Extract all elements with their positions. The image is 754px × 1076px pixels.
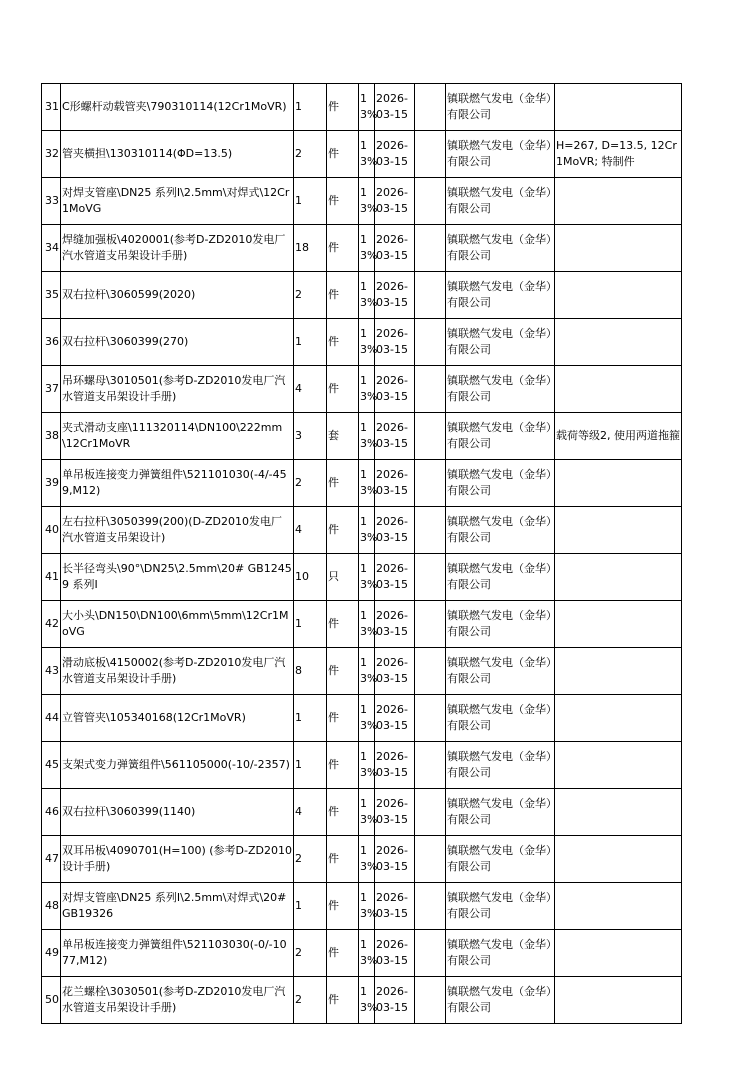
remark [555, 178, 682, 225]
table-row [42, 977, 682, 1024]
unit: 件 [327, 601, 359, 648]
table-row [42, 84, 682, 131]
company-name: 镇联燃气发电（金华）有限公司 [446, 413, 555, 460]
item-name: 长半径弯头\90°\DN25\2.5mm\20# GB12459 系列Ⅰ [61, 554, 294, 601]
company-name: 镇联燃气发电（金华）有限公司 [446, 883, 555, 930]
unit: 件 [327, 836, 359, 883]
company-name: 镇联燃气发电（金华）有限公司 [446, 601, 555, 648]
quantity: 1 [294, 883, 327, 930]
unit: 只 [327, 554, 359, 601]
delivery-date: 2026-03-15 [375, 601, 415, 648]
company-name: 镇联燃气发电（金华）有限公司 [446, 460, 555, 507]
item-name: 双右拉杆\3060399(1140) [61, 789, 294, 836]
tax-rate: 13% [359, 977, 375, 1024]
item-name: 大小头\DN150\DN100\6mm\5mm\12Cr1MoVG [61, 601, 294, 648]
table-row [42, 930, 682, 977]
empty-cell [415, 366, 446, 413]
remark [555, 977, 682, 1024]
delivery-date: 2026-03-15 [375, 366, 415, 413]
quantity: 1 [294, 178, 327, 225]
empty-cell [415, 742, 446, 789]
delivery-date: 2026-03-15 [375, 554, 415, 601]
row-number: 49 [42, 930, 61, 977]
company-name: 镇联燃气发电（金华）有限公司 [446, 272, 555, 319]
row-number: 48 [42, 883, 61, 930]
quantity: 1 [294, 695, 327, 742]
quantity: 1 [294, 601, 327, 648]
quantity: 8 [294, 648, 327, 695]
empty-cell [415, 601, 446, 648]
delivery-date: 2026-03-15 [375, 84, 415, 131]
row-number: 47 [42, 836, 61, 883]
item-name: C形螺杆动载管夹\790310114(12Cr1MoVR) [61, 84, 294, 131]
row-number: 40 [42, 507, 61, 554]
empty-cell [415, 930, 446, 977]
tax-rate: 13% [359, 507, 375, 554]
item-name: 花兰螺栓\3030501(参考D-ZD2010发电厂汽水管道支吊架设计手册) [61, 977, 294, 1024]
item-name: 单吊板连接变力弹簧组件\521101030(-4/-459,M12) [61, 460, 294, 507]
quantity: 4 [294, 789, 327, 836]
empty-cell [415, 648, 446, 695]
quantity: 2 [294, 460, 327, 507]
unit: 件 [327, 742, 359, 789]
row-number: 34 [42, 225, 61, 272]
item-name: 双耳吊板\4090701(H=100) (参考D-ZD2010设计手册) [61, 836, 294, 883]
delivery-date: 2026-03-15 [375, 225, 415, 272]
tax-rate: 13% [359, 930, 375, 977]
remark [555, 695, 682, 742]
item-name: 左右拉杆\3050399(200)(D-ZD2010发电厂汽水管道支吊架设计) [61, 507, 294, 554]
item-name: 双右拉杆\3060399(270) [61, 319, 294, 366]
unit: 件 [327, 225, 359, 272]
delivery-date: 2026-03-15 [375, 413, 415, 460]
tax-rate: 13% [359, 84, 375, 131]
quantity: 1 [294, 84, 327, 131]
tax-rate: 13% [359, 225, 375, 272]
tax-rate: 13% [359, 601, 375, 648]
row-number: 50 [42, 977, 61, 1024]
remark: 载荷等级2, 使用两道拖箍 [555, 413, 682, 460]
company-name: 镇联燃气发电（金华）有限公司 [446, 789, 555, 836]
delivery-date: 2026-03-15 [375, 930, 415, 977]
unit: 件 [327, 178, 359, 225]
unit: 件 [327, 272, 359, 319]
tax-rate: 13% [359, 554, 375, 601]
unit: 件 [327, 930, 359, 977]
tax-rate: 13% [359, 695, 375, 742]
item-name: 吊环螺母\3010501(参考D-ZD2010发电厂汽水管道支吊架设计手册) [61, 366, 294, 413]
quantity: 2 [294, 930, 327, 977]
empty-cell [415, 178, 446, 225]
row-number: 35 [42, 272, 61, 319]
unit: 件 [327, 883, 359, 930]
tax-rate: 13% [359, 883, 375, 930]
quantity: 2 [294, 977, 327, 1024]
empty-cell [415, 554, 446, 601]
quantity: 2 [294, 272, 327, 319]
item-name: 单吊板连接变力弹簧组件\521103030(-0/-1077,M12) [61, 930, 294, 977]
company-name: 镇联燃气发电（金华）有限公司 [446, 977, 555, 1024]
tax-rate: 13% [359, 648, 375, 695]
company-name: 镇联燃气发电（金华）有限公司 [446, 178, 555, 225]
empty-cell [415, 883, 446, 930]
company-name: 镇联燃气发电（金华）有限公司 [446, 225, 555, 272]
table-row [42, 413, 682, 460]
row-number: 41 [42, 554, 61, 601]
unit: 件 [327, 319, 359, 366]
unit: 件 [327, 366, 359, 413]
tax-rate: 13% [359, 131, 375, 178]
remark [555, 319, 682, 366]
item-name: 管夹横担\130310114(ΦD=13.5) [61, 131, 294, 178]
unit: 件 [327, 977, 359, 1024]
quantity: 3 [294, 413, 327, 460]
table-row [42, 601, 682, 648]
remark [555, 836, 682, 883]
table-row [42, 366, 682, 413]
empty-cell [415, 836, 446, 883]
company-name: 镇联燃气发电（金华）有限公司 [446, 742, 555, 789]
row-number: 33 [42, 178, 61, 225]
company-name: 镇联燃气发电（金华）有限公司 [446, 695, 555, 742]
remark [555, 930, 682, 977]
delivery-date: 2026-03-15 [375, 883, 415, 930]
table-row [42, 131, 682, 178]
company-name: 镇联燃气发电（金华）有限公司 [446, 507, 555, 554]
remark [555, 272, 682, 319]
item-name: 滑动底板\4150002(参考D-ZD2010发电厂汽水管道支吊架设计手册) [61, 648, 294, 695]
table-row [42, 507, 682, 554]
empty-cell [415, 695, 446, 742]
tax-rate: 13% [359, 413, 375, 460]
company-name: 镇联燃气发电（金华）有限公司 [446, 319, 555, 366]
table-row [42, 554, 682, 601]
tax-rate: 13% [359, 836, 375, 883]
row-number: 37 [42, 366, 61, 413]
empty-cell [415, 507, 446, 554]
empty-cell [415, 225, 446, 272]
tax-rate: 13% [359, 178, 375, 225]
item-name: 对焊支管座\DN25 系列Ⅰ\2.5mm\对焊式\12Cr1MoVG [61, 178, 294, 225]
company-name: 镇联燃气发电（金华）有限公司 [446, 84, 555, 131]
empty-cell [415, 84, 446, 131]
empty-cell [415, 131, 446, 178]
company-name: 镇联燃气发电（金华）有限公司 [446, 836, 555, 883]
delivery-date: 2026-03-15 [375, 272, 415, 319]
remark [555, 460, 682, 507]
row-number: 46 [42, 789, 61, 836]
row-number: 36 [42, 319, 61, 366]
row-number: 39 [42, 460, 61, 507]
remark [555, 742, 682, 789]
row-number: 43 [42, 648, 61, 695]
item-name: 对焊支管座\DN25 系列Ⅰ\2.5mm\对焊式\20# GB19326 [61, 883, 294, 930]
unit: 件 [327, 131, 359, 178]
table-row [42, 319, 682, 366]
table-row [42, 460, 682, 507]
company-name: 镇联燃气发电（金华）有限公司 [446, 554, 555, 601]
remark [555, 601, 682, 648]
table-row [42, 836, 682, 883]
company-name: 镇联燃气发电（金华）有限公司 [446, 366, 555, 413]
delivery-date: 2026-03-15 [375, 648, 415, 695]
remark: H=267, D=13.5, 12Cr1MoVR; 特制件 [555, 131, 682, 178]
remark [555, 84, 682, 131]
remark [555, 366, 682, 413]
delivery-date: 2026-03-15 [375, 695, 415, 742]
unit: 件 [327, 648, 359, 695]
delivery-date: 2026-03-15 [375, 742, 415, 789]
table-row [42, 883, 682, 930]
tax-rate: 13% [359, 319, 375, 366]
item-name: 双右拉杆\3060599(2020) [61, 272, 294, 319]
unit: 件 [327, 695, 359, 742]
unit: 件 [327, 507, 359, 554]
tax-rate: 13% [359, 742, 375, 789]
unit: 套 [327, 413, 359, 460]
quantity: 18 [294, 225, 327, 272]
table-row [42, 789, 682, 836]
quantity: 1 [294, 742, 327, 789]
item-name: 焊缝加强板\4020001(参考D-ZD2010发电厂汽水管道支吊架设计手册) [61, 225, 294, 272]
quantity: 1 [294, 319, 327, 366]
delivery-date: 2026-03-15 [375, 977, 415, 1024]
unit: 件 [327, 84, 359, 131]
company-name: 镇联燃气发电（金华）有限公司 [446, 131, 555, 178]
unit: 件 [327, 460, 359, 507]
tax-rate: 13% [359, 272, 375, 319]
item-name: 立管管夹\105340168(12Cr1MoVR) [61, 695, 294, 742]
tax-rate: 13% [359, 366, 375, 413]
item-name: 支架式变力弹簧组件\561105000(-10/-2357) [61, 742, 294, 789]
table-row [42, 648, 682, 695]
item-name: 夹式滑动支座\111320114\DN100\222mm\12Cr1MoVR [61, 413, 294, 460]
unit: 件 [327, 789, 359, 836]
empty-cell [415, 319, 446, 366]
remark [555, 554, 682, 601]
empty-cell [415, 789, 446, 836]
remark [555, 789, 682, 836]
row-number: 38 [42, 413, 61, 460]
materials-table [41, 83, 682, 1024]
quantity: 10 [294, 554, 327, 601]
quantity: 4 [294, 366, 327, 413]
remark [555, 507, 682, 554]
tax-rate: 13% [359, 460, 375, 507]
delivery-date: 2026-03-15 [375, 178, 415, 225]
company-name: 镇联燃气发电（金华）有限公司 [446, 930, 555, 977]
delivery-date: 2026-03-15 [375, 460, 415, 507]
delivery-date: 2026-03-15 [375, 836, 415, 883]
table-row [42, 272, 682, 319]
row-number: 45 [42, 742, 61, 789]
row-number: 31 [42, 84, 61, 131]
row-number: 42 [42, 601, 61, 648]
empty-cell [415, 413, 446, 460]
delivery-date: 2026-03-15 [375, 507, 415, 554]
table-body [42, 84, 682, 1024]
tax-rate: 13% [359, 789, 375, 836]
remark [555, 648, 682, 695]
row-number: 32 [42, 131, 61, 178]
empty-cell [415, 977, 446, 1024]
quantity: 2 [294, 131, 327, 178]
quantity: 4 [294, 507, 327, 554]
table-row [42, 225, 682, 272]
table-row [42, 742, 682, 789]
table-row [42, 178, 682, 225]
delivery-date: 2026-03-15 [375, 789, 415, 836]
delivery-date: 2026-03-15 [375, 131, 415, 178]
delivery-date: 2026-03-15 [375, 319, 415, 366]
remark [555, 883, 682, 930]
empty-cell [415, 272, 446, 319]
company-name: 镇联燃气发电（金华）有限公司 [446, 648, 555, 695]
empty-cell [415, 460, 446, 507]
quantity: 2 [294, 836, 327, 883]
table-row [42, 695, 682, 742]
row-number: 44 [42, 695, 61, 742]
remark [555, 225, 682, 272]
